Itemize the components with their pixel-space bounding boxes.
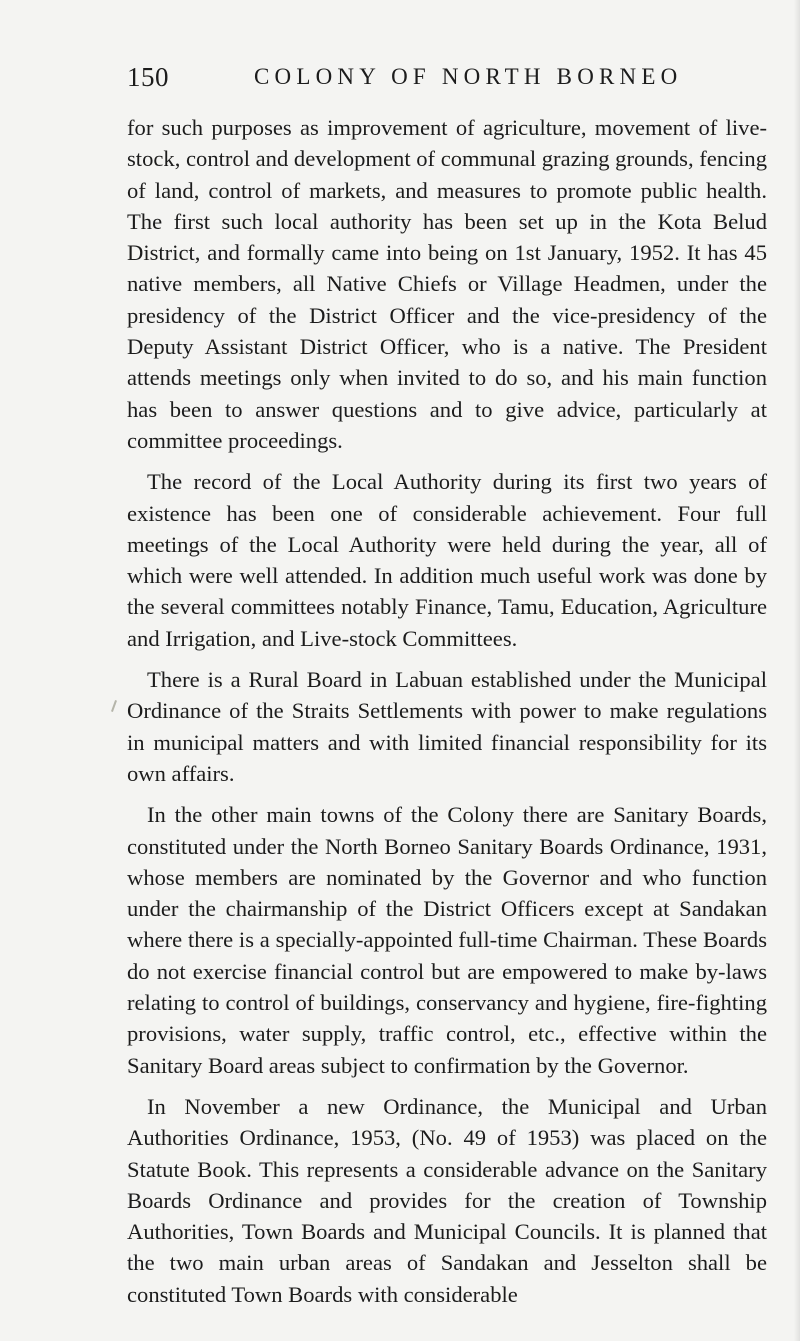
body-text — [127, 112, 767, 1320]
page-header — [127, 60, 767, 94]
paragraph-5: In November a new Ordinance, the Municipal and Urban Authorities Ordinance, 1953, (No. 49 of 1953) was placed on the Statute Book. This represents a considerable advance on the Sanitary Boards Ordinance and provides for the creation of Township Authorities, Town Boards and Municipal Councils. It is planned that the two main urban areas of Sandakan and Jesselton shall be constituted Town Boards with considerable — [127, 1093, 767, 1307]
paragraph-1: for such purposes as improvement of agriculture, movement of live-stock, control and development of communal grazing grounds, fencing of land, control of markets, and measures to promote public health. The first such local authority has been set up in the Kota Belud District, and formally came into being on 1st January, 1952. It has 45 native members, all Native Chiefs or Village Headmen, under the presidency of the District Officer and the vice-presidency of the Deputy Assistant District Officer, who is a native. The President attends meetings only when invited to do so, and his main function has been to answer questions and to give advice, particularly at committee proceedings. — [127, 115, 767, 453]
paragraph-2: The record of the Local Authority during its first two years of existence has been one of considerable achievement. Four full meetings of the Local Authority were held during the year, all of which were well attended. In addition much useful work was done by the several committees notably Finance, Tamu, Education, Agriculture and Irrigation, and Live-stock Committees. — [127, 469, 767, 651]
running-head: COLONY OF NORTH BORNEO — [254, 64, 683, 89]
paragraph-4: In the other main towns of the Colony there are Sanitary Boards, constituted under the North Borneo Sanitary Boards Ordinance, 1931, whose members are nominated by the Governor and who function under the chairmanship of the District Officers except at Sandakan where there is a specially-appointed full-time Chairman. These Boards do not exercise financial control but are empowered to make by-laws relating to control of buildings, conservancy and hygiene, fire-fighting provisions, water supply, traffic control, etc., effective within the Sanitary Board areas subject to confirmation by the Governor. — [127, 802, 767, 1078]
page-number: 150 — [127, 62, 169, 92]
paragraph-3: There is a Rural Board in Labuan established under the Municipal Ordinance of the Straits Settlements with power to make regulations in municipal matters and with limited financial responsibility for its own affairs. — [127, 667, 767, 786]
page-edge-shadow — [794, 0, 800, 1341]
margin-mark — [111, 700, 117, 712]
